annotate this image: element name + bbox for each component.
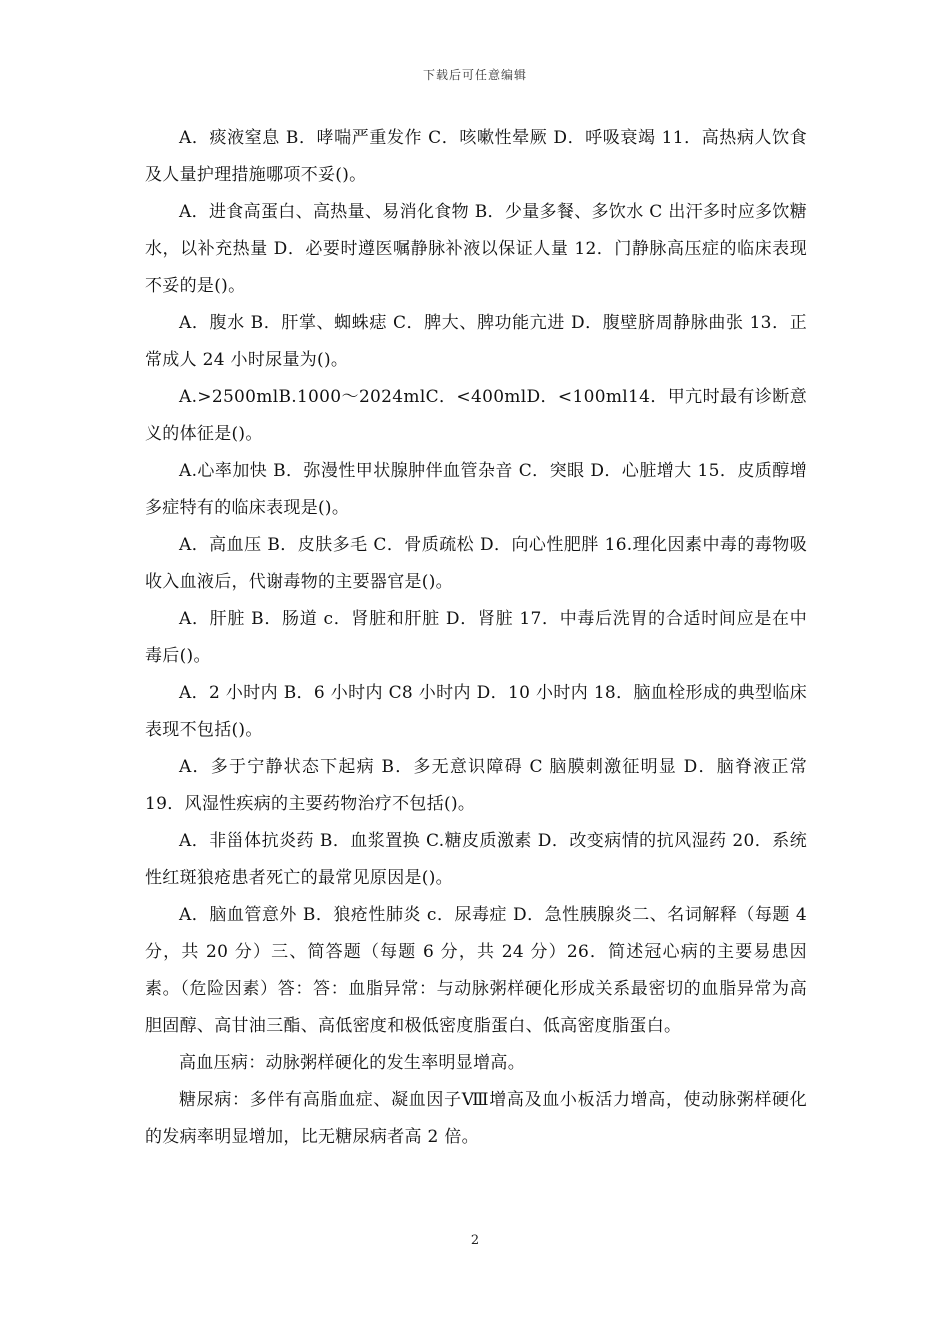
document-body: [145, 120, 807, 1156]
page-number: 2: [470, 1233, 480, 1248]
paragraph: A．2 小时内 B．6 小时内 C8 小时内 D．10 小时内 18．脑血栓形成的典型临床表现不包括()。: [145, 683, 807, 740]
paragraph: A.>2500mlB.1000～2024mlC．<400mlD．<100ml14．甲亢时最有诊断意义的体征是()。: [145, 387, 807, 444]
page-header: 下载后可任意编辑: [422, 68, 527, 82]
paragraph: A．非甾体抗炎药 B．血浆置换 C.糖皮质激素 D．改变病情的抗风湿药 20．系统性红斑狼疮患者死亡的最常见原因是()。: [145, 831, 807, 888]
paragraph: A．进食高蛋白、高热量、易消化食物 B．少量多餐、多饮水 C 出汗多时应多饮糖水，以补充热量 D．必要时遵医嘱静脉补液以保证人量 12．门静脉高压症的临床表现不妥的是()。: [145, 202, 807, 296]
paragraph: A.心率加快 B．弥漫性甲状腺肿伴血管杂音 C．突眼 D．心脏增大 15．皮质醇增多症特有的临床表现是()。: [145, 461, 807, 518]
paragraph: A．肝脏 B．肠道 c．肾脏和肝脏 D．肾脏 17．中毒后洗胃的合适时间应是在中毒后()。: [145, 609, 807, 666]
paragraph: 高血压病：动脉粥样硬化的发生率明显增高。: [179, 1053, 525, 1073]
paragraph: A．多于宁静状态下起病 B．多无意识障碍 C 脑膜刺激征明显 D．脑脊液正常 19．风湿性疾病的主要药物治疗不包括()。: [145, 757, 807, 814]
paragraph: A．脑血管意外 B．狼疮性肺炎 c．尿毒症 D．急性胰腺炎二、名词解释（每题 4 分，共 20 分）三、简答题（每题 6 分，共 24 分）26．简述冠心病的主要易患因素。（危险因素）答：答：血脂异常：与动脉粥样硬化形成关系最密切的血脂异常为高胆固醇、高甘油三酯、高低密度和极低密度脂蛋白、低高密度脂蛋白。: [145, 905, 807, 1036]
paragraph: 糖尿病：多伴有高脂血症、凝血因子Ⅷ增高及血小板活力增高，使动脉粥样硬化的发病率明显增加，比无糖尿病者高 2 倍。: [145, 1090, 807, 1147]
paragraph: A．高血压 B．皮肤多毛 C．骨质疏松 D．向心性肥胖 16.理化因素中毒的毒物吸收入血液后，代谢毒物的主要器官是()。: [145, 535, 807, 592]
paragraph: A．痰液窒息 B．哮喘严重发作 C．咳嗽性晕厥 D．呼吸衰竭 11．高热病人饮食及人量护理措施哪项不妥()。: [145, 128, 807, 185]
paragraph: A．腹水 B．肝掌、蜘蛛痣 C．脾大、脾功能亢进 D．腹壁脐周静脉曲张 13．正常成人 24 小时尿量为()。: [145, 313, 807, 370]
